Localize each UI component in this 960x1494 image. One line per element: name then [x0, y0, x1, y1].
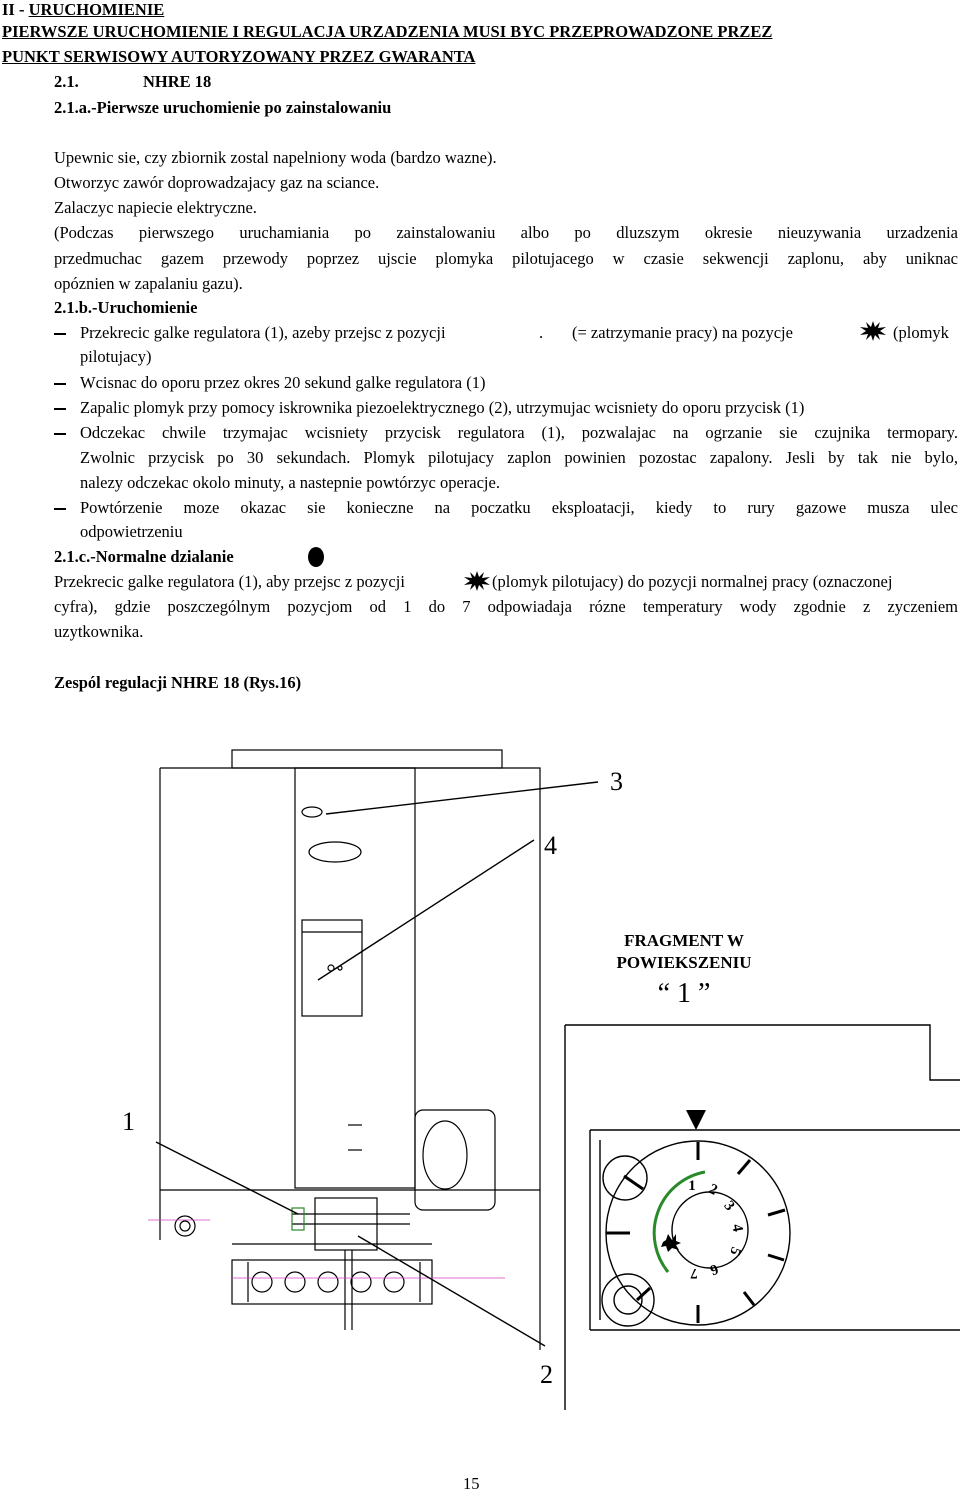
burner-box [232, 1260, 432, 1304]
dial-number: 1 [688, 1178, 696, 1194]
step-line: Otworzyc zawór doprowadzajacy gaz na sciance. [54, 173, 380, 192]
callout-label: 3 [610, 767, 623, 796]
bullet-dash [54, 333, 66, 335]
bullet-text: . [539, 323, 544, 342]
bullet-text: Przekrecic galke regulatora (1), azeby przejsc z pozycji [80, 323, 446, 342]
detail-reference: “ 1 ” [657, 978, 711, 1009]
bullet-dash [54, 408, 66, 410]
step-line: Upewnic sie, czy zbiornik zostal napelniony woda (bardzo wazne). [54, 148, 497, 167]
heater-top-cap [232, 750, 502, 768]
dial-number: 3 [720, 1197, 738, 1215]
paragraph-line: uzytkownika. [54, 622, 144, 641]
bullet-text: (plomyk [893, 323, 949, 342]
warning-line-1: PIERWSZE URUCHOMIENIE I REGULACJA URZADZENIA MUSI BYC PRZEPROWADZONE PRZEZ [2, 22, 773, 41]
bullet-dash [54, 433, 66, 435]
bullet-text: Zapalic plomyk przy pomocy iskrownika piezoelektrycznego (2), utrzymujac wcisniety do oporu przycisk (1) [80, 398, 805, 417]
regulator-diagram [0, 730, 960, 1410]
viewing-window-glass [423, 1121, 467, 1189]
paragraph-line: cyfra), gdzie poszczególnym pozycjom od 1 do 7 odpowiadaja rózne temperatury wody zgodnie z zyczeniem [54, 597, 958, 616]
dial-number: 6 [707, 1260, 721, 1278]
dial-numbers [688, 1178, 745, 1281]
pilot-flame-icon [464, 571, 490, 591]
bullet-text: Wcisnac do oporu przez okres 20 sekund galke regulatora (1) [80, 373, 486, 392]
bullet-text: pilotujacy) [80, 347, 152, 366]
dial-arc [654, 1172, 705, 1272]
paragraph-line: opóznien w zapalaniu gazu). [54, 274, 243, 293]
bullet-text: (= zatrzymanie pracy) na pozycje [572, 323, 793, 342]
figure-caption: Zespól regulacji NHRE 18 (Rys.16) [54, 673, 302, 692]
bullet-dash [54, 383, 66, 385]
paragraph-line: przedmuchac gazem przewody poprzez ujscie plomyka pilotujacego w czasie sekwencji zaplonu, aby uniknac [54, 249, 958, 268]
dial-flame-icon [661, 1234, 681, 1252]
dial-number: 5 [726, 1244, 744, 1258]
detail-title: POWIEKSZENIU [616, 953, 752, 972]
regulator-dial [606, 1141, 790, 1325]
callout-line-4 [318, 840, 534, 980]
section-number: 2.1. [54, 72, 79, 91]
warning-line-2: PUNKT SERWISOWY AUTORYZOWANY PRZEZ GWARANTA [2, 47, 476, 66]
callout-line-2 [358, 1236, 545, 1346]
callout-line-1 [156, 1142, 298, 1214]
dial-number: 4 [728, 1222, 746, 1234]
chapter-heading [2, 0, 164, 20]
bullet-dash [54, 508, 66, 510]
bullet-text: Odczekac chwile trzymajac wcisniety przycisk regulatora (1), pozwalajac na ogrzanie sie czujnika termopary. [80, 423, 958, 442]
heading-2-1-b: 2.1.b.-Uruchomienie [54, 298, 198, 317]
bullet-text: odpowietrzeniu [80, 522, 183, 541]
bullet-text: Powtórzenie moze okazac sie konieczne na poczatku eksploatacji, kiedy to rury gazowe musza ulec [80, 498, 958, 517]
detail-view [565, 1025, 960, 1410]
dial-number: 7 [690, 1265, 698, 1281]
step-line: Zalaczyc napiecie elektryczne. [54, 198, 257, 217]
chapter-prefix: II - [2, 0, 29, 19]
bullet-text: Zwolnic przycisk po 30 sekundach. Plomyk pilotujacy zaplon powinien pozostac zapalony. Jesli by tak nie bylo, [80, 448, 958, 467]
callout-label: 4 [544, 831, 557, 860]
heading-2-1-c: 2.1.c.-Normalne dzialanie [54, 547, 234, 566]
inspection-window [309, 842, 361, 862]
callout-label: 1 [122, 1107, 135, 1136]
pilot-flame-icon [860, 321, 886, 341]
section-title: NHRE 18 [143, 72, 212, 91]
detail-title: FRAGMENT W [624, 931, 744, 950]
page-number: 15 [463, 1474, 480, 1493]
paragraph-line: (Podczas pierwszego uruchamiania po zainstalowaniu albo po dluzszym okresie nieuzywania urzadzenia [54, 223, 958, 242]
chapter-title: URUCHOMIENIE [28, 0, 165, 19]
callout-label: 2 [540, 1360, 553, 1389]
heading-2-1-a: 2.1.a.-Pierwsze uruchomienie po zainstalowaniu [54, 98, 392, 117]
callout-line-3 [326, 782, 598, 814]
paragraph-line: (plomyk pilotujacy) do pozycji normalnej pracy (oznaczonej [492, 572, 893, 591]
control-panel [302, 920, 362, 1016]
dial-indicator-arrow [686, 1110, 706, 1130]
paragraph-line: Przekrecic galke regulatora (1), aby przejsc z pozycji [54, 572, 405, 591]
bullet-text: nalezy odczekac okolo minuty, a nastepnie powtórzyc operacje. [80, 473, 500, 492]
off-position-icon [306, 545, 326, 569]
inspection-hole [302, 807, 322, 817]
dial-number: 2 [706, 1181, 720, 1199]
